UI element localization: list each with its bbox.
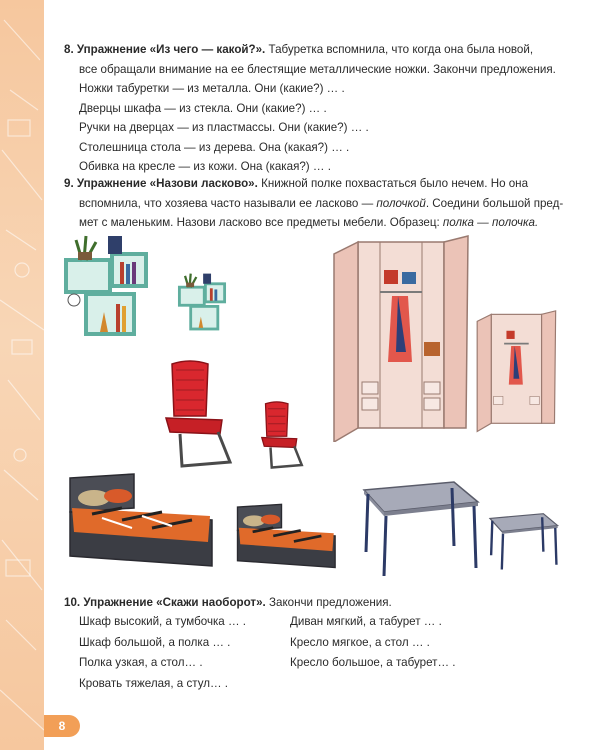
exercise-8 [64,40,584,177]
small-shelf-illustration [176,270,228,336]
exercise-title: Упражнение «Из чего — какой?». [76,43,266,56]
sentence-line: Кресло большое, а табурет… . [290,656,456,669]
sentence-line: Полка узкая, а стол… . [79,656,203,669]
exercise-10-heading [64,593,584,613]
exercise-number: 10. [64,596,81,609]
exercise-intro: Книжной полке похвастаться было нечем. Но она [257,177,529,190]
exercise-intro-line [64,194,584,214]
exercise-9 [64,174,584,233]
large-wardrobe-illustration [332,232,472,442]
small-table-illustration [484,510,560,572]
exercise-intro-line [64,213,584,233]
exercise-9-heading [64,174,584,194]
exercise-number: 8. [64,43,74,56]
intro-italic: полочкой [376,196,426,210]
intro-text: . Соедини большой пред- [425,196,564,210]
edge-pattern-icon [0,0,44,750]
intro-text: мет с маленьким. Назови ласково все предметы мебели. Образец: [79,216,443,229]
intro-text: вспомнила, что хозяева часто называли ее ласково — [79,196,377,210]
exercise-8-heading [64,40,584,60]
exercise-intro-line: все обращали внимание на ее блестящие металлические ножки. Закончи предложения. [79,62,556,76]
sentence-line: Столешница стола — из дерева. Она (какая?) … . [79,140,350,154]
sentence-line: Кресло мягкое, а стол … . [290,635,430,649]
page-edge-decoration [0,0,44,750]
sentence-line: Ножки табуретки — из металла. Они (какие?) … . [79,82,345,95]
sentence-line: Диван мягкий, а табурет … . [290,615,442,628]
large-chair-illustration [160,358,240,470]
sentence-line: Шкаф высокий, а тумбочка … . [79,615,247,628]
small-bed-illustration [232,500,342,576]
small-chair-illustration [258,398,308,472]
exercise-title: Упражнение «Назови ласково». [76,177,258,190]
exercise-title: Упражнение «Скажи наоборот». [83,596,266,609]
exercise-number: 9. [64,177,74,190]
exercise-10-right-column [290,612,456,674]
sentence-line: Обивка на кресле — из кожи. Она (какая?) … . [79,160,331,173]
page-number-badge: 8 [44,715,80,737]
example-italic: полка — полочка. [442,216,539,229]
large-shelf-illustration [60,232,152,344]
large-bed-illustration [62,468,222,578]
sentence-line: Дверцы шкафа — из стекла. Они (какие?) … . [79,101,327,115]
large-table-illustration [354,476,482,580]
sentence-line: Шкаф большой, а полка … . [79,635,231,649]
exercise-intro: Закончи предложения. [265,596,392,609]
exercise-10 [64,593,584,613]
exercise-10-left-column [79,612,246,694]
sentence-line: Ручки на дверцах — из пластмассы. Они (какие?) … . [79,121,369,134]
exercise-intro: Табуретка вспомнила, что когда она была новой, [265,43,534,56]
small-wardrobe-illustration [476,300,558,440]
sentence-line: Кровать тяжелая, а стул… . [79,676,229,690]
